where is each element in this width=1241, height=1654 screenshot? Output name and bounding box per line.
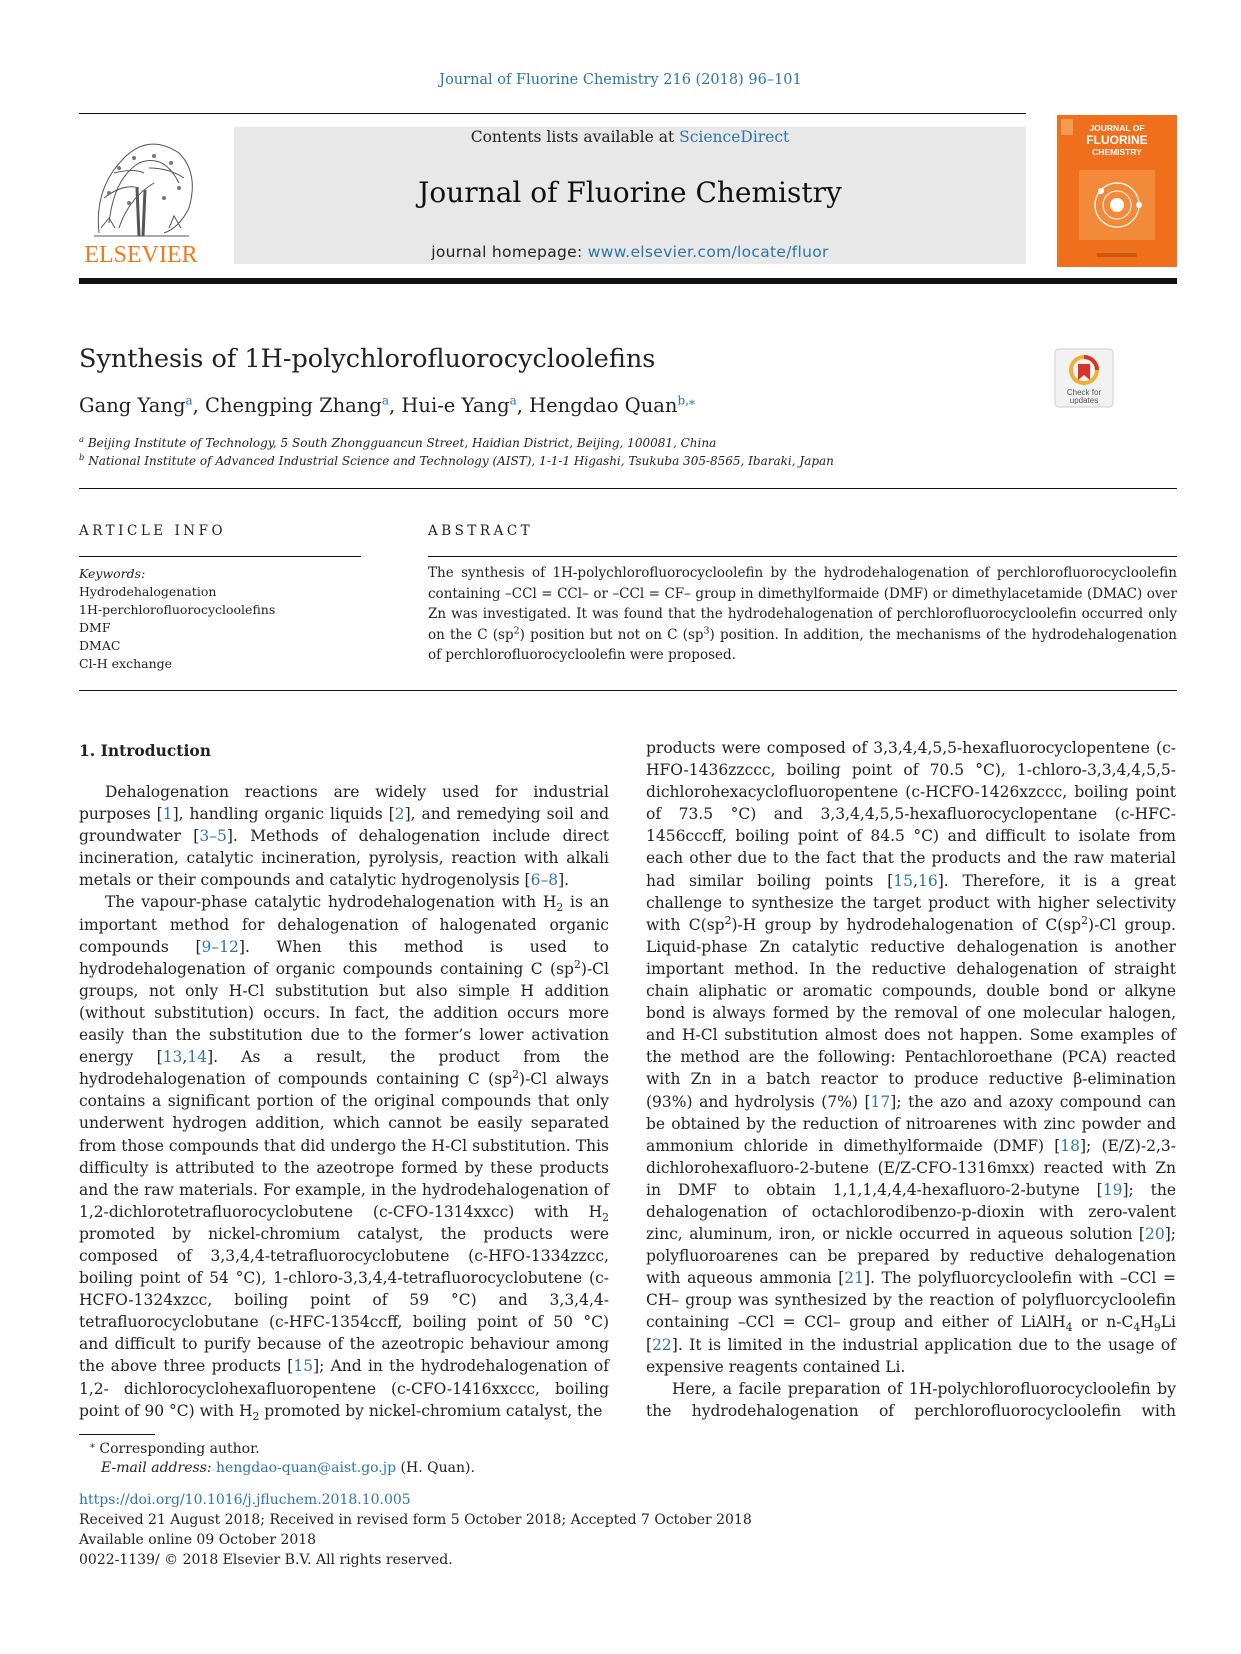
reference-link[interactable]: 1 [162,805,173,824]
affiliation [79,454,834,468]
paragraph: Dehalogenation reactions are widely used for industrial purposes [1], handling organic liquids [2], and remedying soil and groundwater [3–5]. Methods of dehalogenation include direct incineration, catalytic incineration, pyrolysis, reaction with alkali metals or their compounds and catalytic hydrogenolysis [6–8]. [79,783,610,890]
affiliation-mark: b [79,452,85,462]
cover-title-line1: JOURNAL OF [1089,123,1145,133]
footnote-rule [79,1434,155,1435]
reference-link[interactable]: 14 [187,1048,208,1067]
sciencedirect-link[interactable]: ScienceDirect [679,128,790,146]
abstract-part: The synthesis of 1H-polychlorofluorocycloolefin by the hydrodehalogenation of perchlorofluorocycloolefin containing –CCl = CCl– or –CCl = CF– group in dimethylformaide (DMF) or dimethylacetamide (DMAC) over Zn was investigated. It was found that the hydrodehalogenation of perchlorofluorocycloolefin occurred only on the C (sp [428,565,1177,643]
paragraph: The vapour-phase catalytic hydrodehalogenation with $H_2$ is an important method for dehalogenation of halogenated organic compounds [9–12]. When this method is used to hydrodehalogenation of organic compounds containing C $(sp^2)-Cl$ groups, not only H-Cl substitution but also simple H addition (without substitution) occurs. In fact, the addition occurs more easily than the substitution due to the former’s lower activation energy [13,14]. As a result, the product from the hydrodehalogenation of compounds containing C $(sp^2)-Cl$ always contains a significant portion of the original compounds that only underwent hydrogen addition, which cannot be easily separated from those compounds that did undergo the H-Cl substitution. This difficulty is attributed to the azeotrope formed by these products and the raw materials. For example, in the hydrodehalogenation of 1,2-dichlorotetrafluorocyclobutene (c-CFO-1314xxcc) with $H_2$ promoted by nickel-chromium catalyst, the products were composed of 3,3,4,4-tetrafluorocyclobutene (c-HFO-1334zzcc, boiling point of 54 °C), 1-chloro-3,3,4,4-tetrafluorocyclobutene (c-HCFO-1324xzcc, boiling point of 59 °C) and 3,3,4,4-tetrafluorocyclobutane (c-HFC-1354ccff, boiling point of 50 °C) and difficult to purify because of the azeotropic behaviour among the above three products [15]; And in the hydrodehalogenation of 1,2- dichlorocyclohexafluoropentene (c-CFO-1416xxccc, boiling point of 90 °C) with $H_2$ promoted by nickel-chromium catalyst, the [79,893,610,1423]
keyword: Hydrodehalogenation [79,584,217,599]
reference-link[interactable]: 6–8 [530,871,559,890]
keywords-label: Keywords: [79,566,146,581]
reference-link[interactable]: 21 [844,1269,865,1288]
corresponding-author-note: ⁎ Corresponding author. [90,1439,260,1457]
elsevier-wordmark: ELSEVIER [84,242,198,268]
keyword: Cl-H exchange [79,656,173,671]
article-title: Synthesis of 1H-polychlorofluorocycloolefins [79,344,656,374]
abstract-text: The synthesis of 1H-polychlorofluorocycloolefin by the hydrodehalogenation of perchlorofluorocycloolefin containing –CCl = CCl– or –CCl = CF– group in dimethylformaide (DMF) or dimethylacetamide (DMAC) over Zn was investigated. It was found that the hydrodehalogenation of perchlorofluorocycloolefin occurred only on the C $(sp^2)$ position but not on C $(sp^3)$ position. In addition, the mechanisms of the hydrodehalogenation of perchlorofluorocycloolefin were proposed. [428,565,1177,663]
email-link[interactable]: hengdao-quan@aist.go.jp [216,1460,397,1476]
author-name[interactable]: Hengdao Quan [529,394,678,417]
reference-link[interactable]: 2 [394,805,405,824]
paragraph: products were composed of 3,3,4,4,5,5-hexafluorocyclopentene (c-HFO-1436zzccc, boiling point of 70.5 °C), 1-chloro-3,3,4,4,5,5-dichlorohexacyclofluoropentene (c-HCFO-1426xzccc, boiling point of 73.5 °C) and 3,3,4,4,5,5-hexafluorocyclopentane (c-HFC-1456cccff, boiling point of 84.5 °C) and difficult to isolate from each other due to the fact that the products and the raw material had similar boiling points [15,16]. Therefore, it is a great challenge to synthesize the target product with higher selectivity with $C(sp^2)-H$ group by hydrodehalogenation of $C(sp^2)-Cl$ group. Liquid-phase Zn catalytic reductive dehalogenation is another important method. In the reductive dehalogenation of straight chain aliphatic or aromatic compounds, double bond or alkyne bond is always formed by the removal of one molecular halogen, and H-Cl substitution almost does not happen. Some examples of the method are the following: Pentachloroethane (PCA) reacted with Zn in a batch reactor to produce reductive β-elimination (93%) and hydrolysis (7%) [17]; the azo and azoxy compound can be obtained by the reduction of nitroarenes with zinc powder and ammonium chloride in dimethylformaide (DMF) [18]; (E/Z)-2,3-dichlorohexafluoro-2-butene (E/Z-CFO-1316mxx) reacted with Zn in DMF to obtain 1,1,1,4,4,4-hexafluoro-2-butyne [19]; the dehalogenation of octachlorodibenzo-p-dioxin with zero-valent zinc, aluminum, iron, or nickle occurred in aqueous solution [20]; polyfluoroarenes can be prepared by reductive dehalogenation with aqueous ammonia [21]. The polyfluorcycloolefin with –CCl = CH– group was synthesized by the reaction of polyfluorcycloolefin containing –CCl = CCl– group and either of LiAlH$_4$ or $n-C_4H_9Li$ [22]. It is limited in the industrial application due to the usage of expensive reagents contained Li. [646,739,1177,1376]
author-affiliation-mark[interactable]: a [381,393,389,408]
affiliation [79,436,716,450]
received-dates: Received 21 August 2018; Received in revised form 5 October 2018; Accepted 7 October 2018 [79,1512,752,1528]
author-name[interactable]: Gang Yang [79,394,186,417]
email-suffix: (H. Quan). [396,1460,475,1476]
divider [79,488,1177,489]
crossmark-text-line1: Check for [1066,388,1102,397]
abstract-part: ) position. In addition, the mechanisms of the hydrodehalogenation of perchlorofluorocycloolefin were proposed. [428,626,1177,663]
cover-title-line3: CHEMISTRY [1092,147,1142,157]
author-name[interactable]: Hui-e Yang [401,394,510,417]
body-column-right [646,737,1176,1422]
available-online: Available online 09 October 2018 [79,1532,317,1548]
header-rule [79,113,1026,114]
journal-cover-thumbnail[interactable] [1057,115,1177,267]
article-info-heading: ARTICLE INFO [79,523,227,539]
reference-link[interactable]: 22 [652,1335,672,1354]
cover-atom-nucleus [1110,198,1124,212]
cover-atom-electron [1098,188,1104,194]
header-thick-rule [79,278,1177,284]
copyright: 0022-1139/ © 2018 Elsevier B.V. All rights reserved. [79,1552,453,1568]
reference-link[interactable]: 17 [870,1092,891,1111]
corresponding-text: Corresponding author. [99,1441,260,1457]
divider [79,690,1177,691]
section-heading: 1. Introduction [79,741,211,760]
body-column-left [79,781,609,1422]
homepage-line [234,243,1026,261]
cover-atom-electron [1136,202,1142,208]
contents-prefix: Contents lists available at [470,128,680,146]
reference-link[interactable]: 20 [1144,1225,1165,1244]
abstract-rule [428,556,1177,557]
cover-footer-bar [1097,253,1137,257]
affiliation-text: Beijing Institute of Technology, 5 South Zhongguancun Street, Haidian District, Beijing, 100081, China [87,436,717,450]
affiliation-mark: a [79,434,84,444]
contents-line [234,128,1026,146]
abstract-heading: ABSTRACT [428,523,534,539]
article-info-rule [79,556,361,557]
keyword: DMF [79,620,111,635]
reference-link[interactable]: 13 [162,1048,183,1067]
author-affiliation-mark[interactable]: a [509,393,517,408]
elsevier-logo[interactable] [79,128,204,268]
keyword: DMAC [79,638,121,653]
abstract-part: ) position but not on C (sp [519,626,704,643]
cover-publisher-mark [1061,119,1073,135]
reference-link[interactable]: 3–5 [199,827,227,846]
journal-citation-link[interactable]: Journal of Fluorine Chemistry 216 (2018) 96–101 [439,72,802,88]
reference-link[interactable]: 19 [1102,1180,1123,1199]
doi-link[interactable]: https://doi.org/10.1016/j.jfluchem.2018.10.005 [79,1492,411,1508]
author-affiliation-mark[interactable]: a [185,393,193,408]
journal-title: Journal of Fluorine Chemistry [418,176,842,209]
cover-art [1057,115,1177,267]
reference-link[interactable]: 18 [1060,1136,1080,1155]
affiliation-text: National Institute of Advanced Industrial Science and Technology (AIST), 1-1-1 Higashi, Tsukuba 305-8565, Ibaraki, Japan [88,454,834,468]
crossmark-text-line2: updates [1069,396,1099,405]
author-list: Gang Yang$^a$, Chengping Zhang$^a$, Hui-e Yang$^a$, Hengdao Quan$^{b,⁎}$ [79,393,695,417]
reference-link[interactable]: 9–12 [201,937,239,956]
reference-link[interactable]: 15 [893,871,914,890]
keyword: 1H-perchlorofluorocycloolefins [79,602,276,617]
homepage-link[interactable]: www.elsevier.com/locate/fluor [587,243,829,261]
homepage-prefix: journal homepage: [431,243,588,261]
crossmark-icon [1054,348,1114,408]
email-line [101,1460,475,1476]
author-affiliation-mark[interactable]: b,⁎ [677,393,695,408]
email-label: E-mail address: [101,1460,217,1476]
author-name[interactable]: Chengping Zhang [205,394,382,417]
paragraph: Here, a facile preparation of 1H-polychlorofluorocycloolefin by the hydrodehalogenation of perchlorofluorocycloolefin with [646,1379,1176,1420]
cover-title-line2: FLUORINE [1086,133,1148,147]
reference-link[interactable]: 15 [293,1357,314,1376]
reference-link[interactable]: 16 [917,871,938,890]
check-for-updates-badge[interactable] [1054,348,1114,408]
